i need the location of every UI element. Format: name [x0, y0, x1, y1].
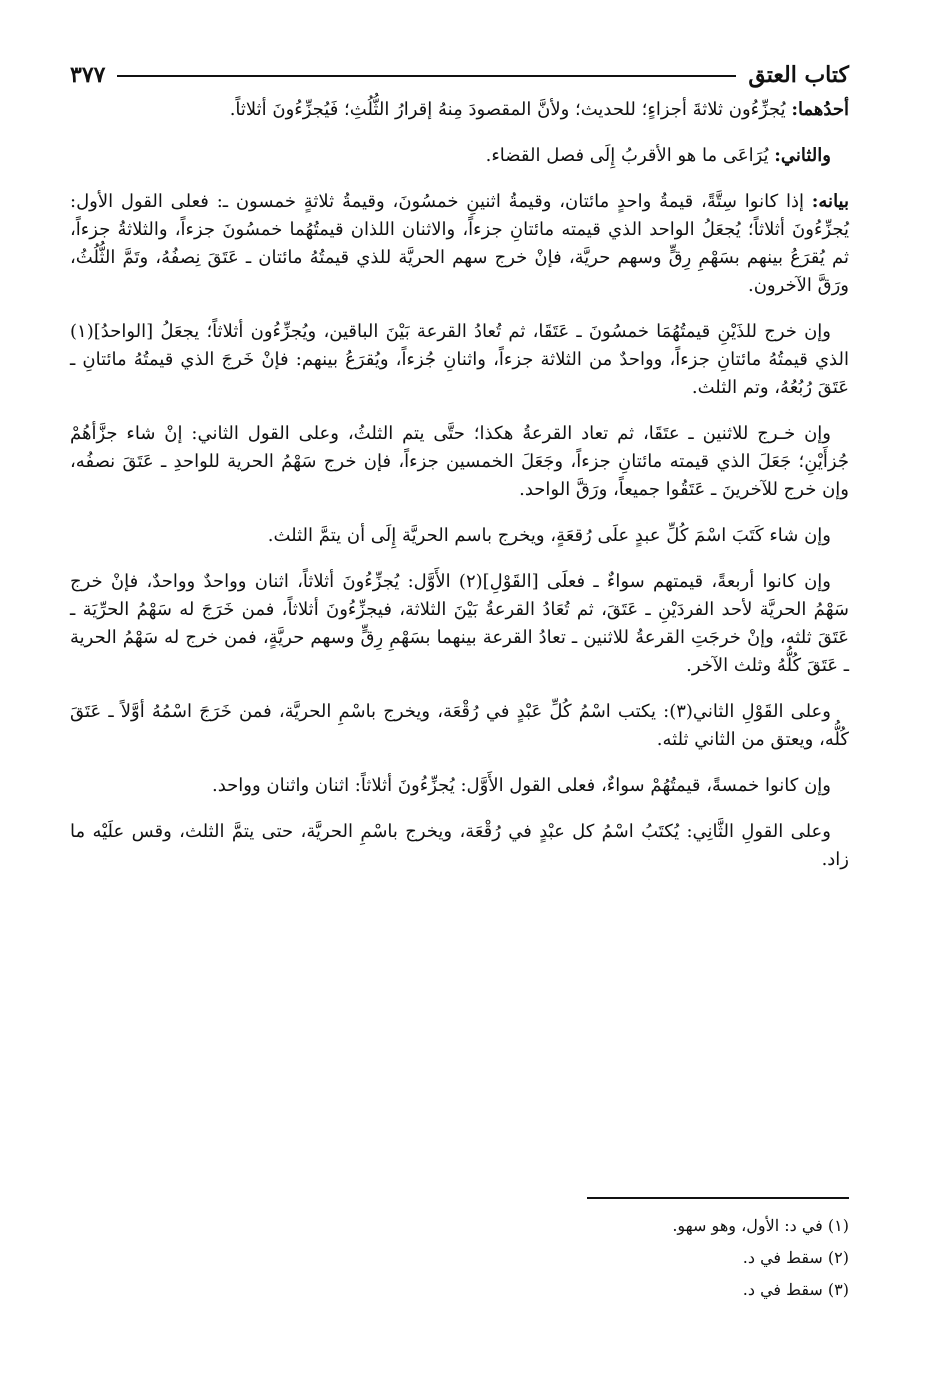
page — [70, 0, 849, 1378]
paragraph — [70, 772, 849, 800]
paragraph — [70, 318, 849, 402]
paragraph — [70, 818, 849, 874]
page-number: ٣٧٧ — [70, 62, 106, 88]
footnotes — [70, 1210, 849, 1306]
paragraph — [70, 568, 849, 680]
paragraph-text: يُرَاعَى ما هو الأقربُ إِلَى فصل القضاء. — [485, 145, 775, 166]
header-rule — [117, 75, 736, 77]
paragraph-lead: أحدُهما: — [791, 99, 849, 120]
paragraph-text: يُجزِّءُون ثلاثةَ أجزاءٍ؛ للحديث؛ ولأنَّ المقصودَ مِنهُ إقرارُ الثُّلُثِ؛ فَيُجزِّءُونَ أثلاثاً. — [229, 99, 792, 120]
paragraph-text: وإن شاء كَتَبَ اسْمَ كُلِّ عبدٍ علَى رُقعَةٍ، ويخرج باسم الحريَّة إِلَى أن يتمَّ الثلث. — [267, 525, 831, 546]
running-header — [70, 58, 849, 92]
paragraph-text: إذا كانوا سِتَّةً، قيمةُ واحدٍ مائتان، وقيمةُ اثنينِ خمسُونَ، وقيمةُ ثلاثةٍ خمسون ـ: فعلى القول الأول: يُجزِّءُونَ أثلاثاً؛ يُجعَلُ الواحد الذي قيمته مائتانِ جزءاً، والاثنان اللذان قيمتُهُما خمسُونَ جزءاً، والثلاثةُ جزءاً، ثم يُقرَعُ بينهم بسَهْمِ رِقٍّ وسهم حريَّة، فإنْ خرج سهم الحريَّة للذي قيمتُهُ مائتان ـ عَتَقَ نِصفُهُ، وتَمَّ الثُّلُثُ، ورَقَّ الآخرون. — [70, 191, 849, 296]
paragraph-lead: بيانه: — [811, 191, 849, 212]
paragraph — [70, 142, 849, 170]
paragraph-text: وعلى القولِ الثَّانِي: يُكتَبُ اسْمُ كل عبْدٍ في رُقْعَة، ويخرج باسْمِ الحريَّة، حتى يتمَّ الثلث، وقس علَيْه ما زاد. — [70, 821, 849, 870]
footnote: (٢) سقط في د. — [742, 1248, 849, 1267]
footnote: (٣) سقط في د. — [742, 1280, 849, 1299]
main-text — [70, 96, 849, 892]
paragraph-lead: والثاني: — [774, 145, 831, 166]
footnote-separator — [587, 1197, 849, 1199]
paragraph-text: وإن خرج للذَيْنِ قيمتُهُمَا خمسُونَ ـ عَتَقَا، ثم تُعادُ القرعة بَيْنَ الباقين، ويُجزِّءُون أثلاثاً؛ يجعَلُ [الواحدُ](١) الذي قيمتُهُ مائتانِ جزءاً، وواحدٌ من الثلاثة جزءاً، واثنانِ جُزءاً، ويُقرَعُ بينهم: فإنْ خَرجَ الذي قيمتُهُ مائتانِ ـ عَتَقَ رُبُعُهُ، وتم الثلث. — [70, 321, 849, 398]
paragraph — [70, 420, 849, 504]
paragraph — [70, 188, 849, 300]
footnote: (١) في د: الأول، وهو سهو. — [672, 1216, 849, 1235]
paragraph-text: وإن خـرج للاثنين ـ عتَقَا، ثم تعاد القرعةُ هكذا؛ حتَّى يتم الثلثُ، وعلى القول الثاني: إنْ شاء جزَّأهُمْ جُزأَيْنِ؛ جَعَلَ الذي قيمته مائتانِ جزءاً، وجَعَلَ الخمسين جزءاً، فإن خرج سَهْمُ الحرية للواحدِ ـ عَتَقَ نصفُه، وإن خرج للآخرينَ ـ عَتَقُوا جميعاً، ورَقَّ الواحد. — [70, 423, 849, 500]
paragraph — [70, 698, 849, 754]
paragraph — [70, 96, 849, 124]
paragraph-text: وإن كانوا خمسةً، قيمتُهُمْ سواءٌ، فعلى القول الأَوَّل: يُجزِّءُونَ أثلاثاً: اثنان واثنان وواحد. — [211, 775, 831, 796]
chapter-title: كتاب العتق — [748, 62, 849, 88]
paragraph-text: وعلى القَوْلِ الثاني(٣): يكتب اسْمُ كُلِّ عَبْدٍ في رُقْعَة، ويخرج باسْمِ الحريَّة، فمن خَرَجَ اسْمُهُ أوَّلاً ـ عَتَقَ كُلُّه، ويعتق من الثاني ثلثه. — [70, 701, 849, 750]
paragraph-text: وإن كانوا أربعةً، قيمتهم سواءٌ ـ فعلَى [القَوْلِ](٢) الأَوَّل: يُجزِّءُونَ أثلاثاً، اثنان وواحدٌ وواحدٌ، فإنْ خرج سَهْمُ الحريَّة لأحد الفردَيْنِ ـ عَتَقَ، ثم تُعَادُ القرعةُ بَيْنَ الثلاثة، فيجزِّءُونَ أثلاثاً، فمن خَرَجَ له سَهْمُ الحرِّيَة ـ عَتَقَ ثلثه، وإنْ خرجَتِ القرعةُ للاثنين ـ تعادُ القرعة بينهما بسَهْمِ رِقٍّ وسهم حريَّةٍ، فمن خرج له سَهْمُ الحرية ـ عَتَقَ كُلُّهُ وثلث الآخر. — [70, 571, 849, 676]
paragraph — [70, 522, 849, 550]
